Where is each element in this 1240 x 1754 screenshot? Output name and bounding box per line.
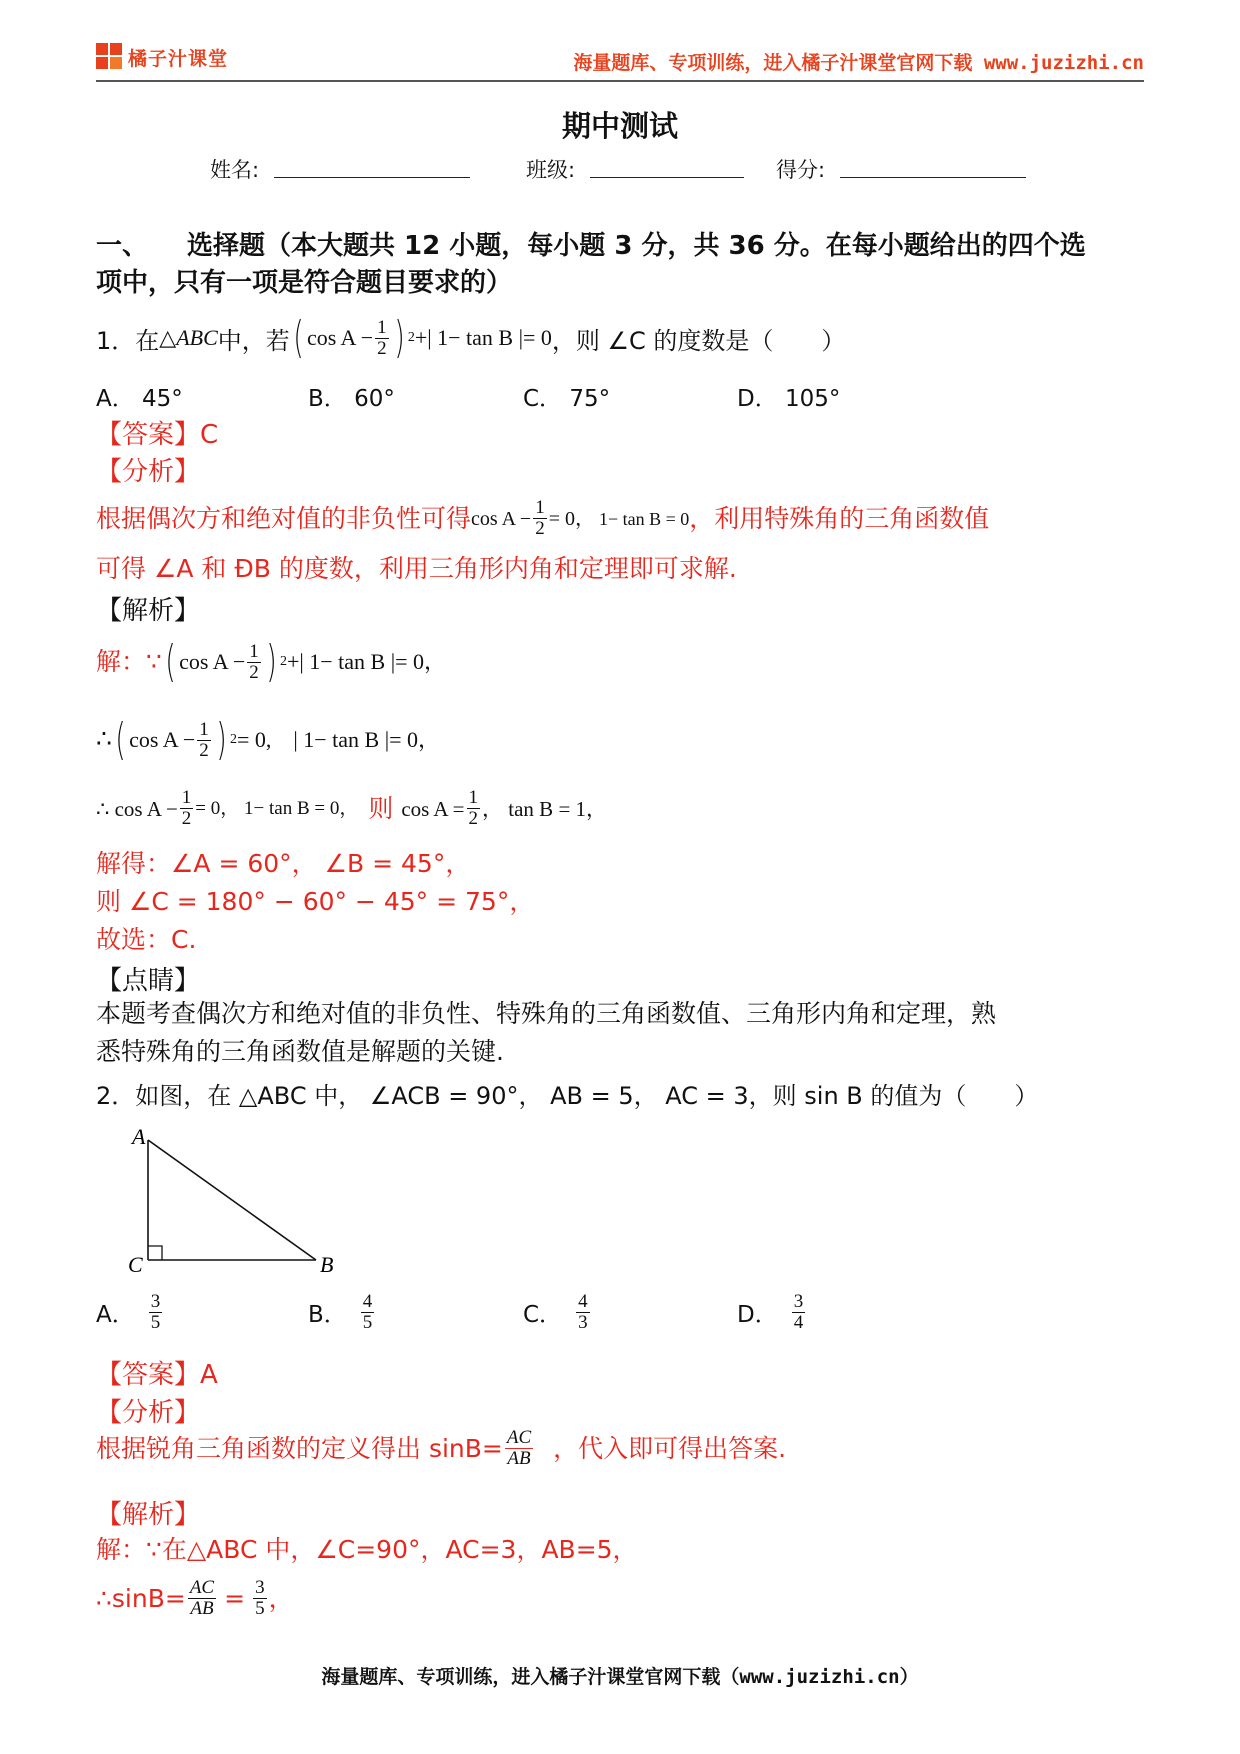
right-angle-mark xyxy=(148,1246,162,1260)
q1-comment-line2: 悉特殊角的三角函数值是解题的关键. xyxy=(96,1037,504,1066)
q1-analysis-line2: 可得 ∠A 和 ÐB 的度数，利用三角形内角和定理即可求解. xyxy=(96,554,737,583)
q2-stem: 2．如图，在 △ABC 中， ∠ACB = 90°， AB = 5， AC = 3，则 sin B 的值为（ ） xyxy=(96,1082,1039,1110)
q2-solution-line1: 解：∵在△ABC 中，∠C=90°，AC=3，AB=5， xyxy=(96,1535,638,1564)
score-field[interactable] xyxy=(840,177,1026,178)
q1-analysis-tag: 【分析】 xyxy=(96,457,201,487)
q1-solution-line1: 解：∵ ( cos A − $\frac{1}{2}$ ) 2 +| 1− tan B |= 0， xyxy=(96,636,447,687)
q1-option-d[interactable]: D． 105° xyxy=(737,386,841,412)
q2-solution-line2: ∴sinB= $\frac{AC}{AB}$ = $\frac{3}{5}$ ， xyxy=(96,1577,294,1619)
score-label: 得分: xyxy=(776,158,826,182)
q1-option-c[interactable]: C． 75° xyxy=(523,386,611,412)
logo-text: 橘子汁课堂 xyxy=(128,47,229,70)
header-slogan: 海量题库、专项训练，进入橘子汁课堂官网下载 www.juzizhi.cn xyxy=(573,52,1144,74)
q2-analysis-line: 根据锐角三角函数的定义得出 sinB= $\frac{AC}{AB}$ ，代入即可得出答案. xyxy=(96,1427,787,1469)
brand-logo[interactable] xyxy=(96,40,228,74)
page-title: 期中测试 xyxy=(561,109,678,143)
vertex-label-c: C xyxy=(128,1252,143,1272)
page-footer: 海量题库、专项训练，进入橘子汁课堂官网下载（www.juzizhi.cn） xyxy=(321,1666,919,1688)
triangle-side-ab xyxy=(148,1140,316,1260)
q1-option-a[interactable]: A． 45° xyxy=(96,386,183,412)
header-divider xyxy=(96,80,1144,82)
q1-stem: 1．在 △ABC 中，若 ( cos A − $\frac{1}{2}$ ) 2 +| 1− tan B |= 0 ，则 ∠C 的度数是（ ） xyxy=(96,312,846,363)
q1-comment-line1: 本题考查偶次方和绝对值的非负性、特殊角的三角函数值、三角形内角和定理，熟 xyxy=(96,999,997,1028)
q2-option-c[interactable]: C． $\frac{4}{3}$ xyxy=(523,1291,588,1333)
q1-comment-tag: 【点睛】 xyxy=(96,966,201,996)
section-heading-line2: 项中，只有一项是符合题目要求的） xyxy=(96,268,513,298)
logo-icon xyxy=(96,43,124,71)
q1-option-b[interactable]: B． 60° xyxy=(308,386,395,412)
q1-solution-line3: ∴ cos A − $\frac{1}{2}$ = 0， 1− tan B = 0， 则 cos A = $\frac{1}{2}$ ， tan B = 1， xyxy=(96,787,608,829)
q2-option-a[interactable]: A． $\frac{3}{5}$ xyxy=(96,1291,161,1333)
q2-option-b[interactable]: B． $\frac{4}{5}$ xyxy=(308,1291,373,1333)
vertex-label-b: B xyxy=(320,1252,334,1272)
q1-solution-tag: 【解析】 xyxy=(96,596,201,626)
q2-answer: 【答案】A xyxy=(96,1360,218,1390)
q1-solution-line6: 故选：C. xyxy=(96,925,197,954)
q2-analysis-tag: 【分析】 xyxy=(96,1398,201,1428)
q1-solution-line4: 解得：∠A = 60°， ∠B = 45°， xyxy=(96,849,471,878)
class-label: 班级: xyxy=(526,158,576,182)
q2-solution-tag: 【解析】 xyxy=(96,1500,201,1530)
q2-option-d[interactable]: D． $\frac{3}{4}$ xyxy=(737,1291,804,1333)
q1-solution-line5: 则 ∠C = 180° − 60° − 45° = 75°， xyxy=(96,887,535,916)
q1-solution-line2: ∴ ( cos A − $\frac{1}{2}$ ) 2 = 0, | 1− tan B |= 0， xyxy=(96,714,441,765)
section-heading-line1: 一、 选择题（本大题共 12 小题，每小题 3 分，共 36 分。在每小题给出的四个选 xyxy=(96,231,1086,261)
q1-analysis-line1: 根据偶次方和绝对值的非负性可得 cos A − $\frac{1}{2}$ = 0， 1− tan B = 0 ，利用特殊角的三角函数值 xyxy=(96,497,990,539)
vertex-label-a: A xyxy=(132,1124,146,1149)
class-field[interactable] xyxy=(590,177,744,178)
q2-triangle-figure xyxy=(120,1122,360,1272)
name-field[interactable] xyxy=(274,177,470,178)
q1-answer: 【答案】C xyxy=(96,420,219,450)
name-label: 姓名: xyxy=(210,158,260,182)
